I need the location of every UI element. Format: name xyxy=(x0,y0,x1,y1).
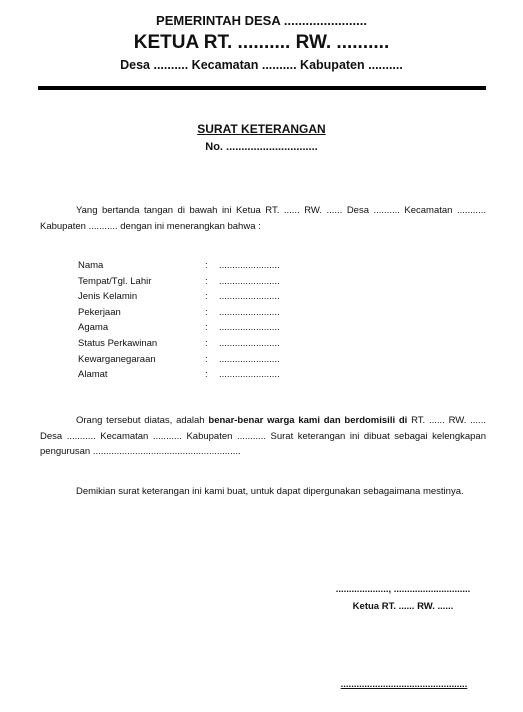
letter-title: SURAT KETERANGAN xyxy=(197,122,326,136)
signature-name: ................................................ xyxy=(340,679,468,690)
field-label: Status Perkawinan xyxy=(78,337,158,349)
closing-paragraph: Demikian surat keterangan ini kami buat, untuk dapat dipergunakan sebagaimana mestinya. xyxy=(76,486,464,497)
field-value: ....................... xyxy=(219,369,280,381)
letterhead-address: Desa .......... Kecamatan .......... Kabupaten .......... xyxy=(120,58,403,72)
field-row xyxy=(78,352,280,368)
field-row xyxy=(78,336,280,352)
letterhead-divider xyxy=(38,86,486,90)
letterhead-government: PEMERINTAH DESA ....................... xyxy=(156,13,367,28)
field-row xyxy=(78,320,280,336)
signature-place-date: ...................., ............................. xyxy=(335,584,471,595)
field-label: Alamat xyxy=(78,369,108,381)
letterhead xyxy=(0,12,523,74)
field-row xyxy=(78,274,280,290)
field-value: ....................... xyxy=(219,260,280,271)
field-separator: : xyxy=(205,369,208,381)
field-label: Jenis Kelamin xyxy=(78,291,138,303)
field-row xyxy=(78,305,280,321)
field-value: ....................... xyxy=(219,353,280,365)
field-label: Nama xyxy=(78,260,104,271)
signature-title: Ketua RT. ...... RW. ...... xyxy=(352,601,454,612)
field-value: ....................... xyxy=(219,291,280,303)
field-separator: : xyxy=(205,275,208,287)
field-row xyxy=(78,289,280,305)
field-separator: : xyxy=(205,260,208,271)
field-row xyxy=(78,258,280,274)
letter-number: No. .............................. xyxy=(205,141,318,153)
statement-paragraph xyxy=(40,413,486,460)
statement-emphasis: benar-benar warga kami dan berdomisili di xyxy=(208,415,408,426)
field-separator: : xyxy=(205,322,208,334)
field-label: Agama xyxy=(78,322,109,334)
field-label: Kewarganegaraan xyxy=(78,353,156,365)
field-value: ....................... xyxy=(219,322,280,334)
field-separator: : xyxy=(205,306,208,318)
field-separator: : xyxy=(205,291,208,303)
field-label: Pekerjaan xyxy=(78,306,121,318)
field-separator: : xyxy=(205,353,208,365)
field-separator: : xyxy=(205,337,208,349)
field-value: ....................... xyxy=(219,306,280,318)
identity-fields xyxy=(78,258,280,383)
letterhead-rt-rw: KETUA RT. .......... RW. .......... xyxy=(133,32,390,53)
field-label: Tempat/Tgl. Lahir xyxy=(78,275,152,287)
opening-paragraph: Yang bertanda tangan di bawah ini Ketua RT. ...... RW. ...... Desa .......... Kecamatan ........... Kabupaten ........... dengan ini menerangkan bahwa : xyxy=(40,205,486,232)
field-row xyxy=(78,367,280,383)
field-value: ....................... xyxy=(219,275,280,287)
statement-text: Orang tersebut diatas, adalah xyxy=(76,415,209,426)
field-value: ....................... xyxy=(219,337,280,349)
statement-text-continued: RT. ...... RW. ...... Desa ........... Kecamatan ........... Kabupaten ........... Surat keterangan ini dibuat sebagai kelengkapan pengurusan ........................................................ xyxy=(40,415,486,457)
